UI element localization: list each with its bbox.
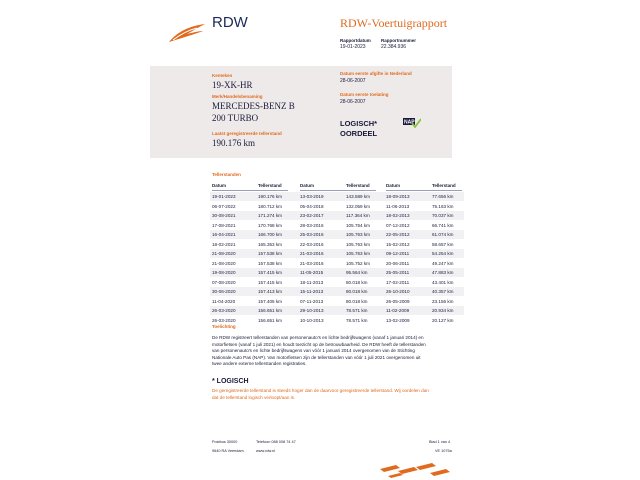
footer-postbus: Postbus 30000: [212, 440, 238, 444]
rapportdatum-label: Rapportdatum: [340, 38, 371, 43]
laatste-tellerstand-value: 190.176 km: [212, 138, 256, 148]
oordeel-line1: LOGISCH*: [340, 119, 378, 128]
laatste-tellerstand-label: Laatst geregistreerde tellerstand: [212, 131, 282, 136]
table-cell-datum: 11-04-2020: [212, 298, 236, 304]
table-row-shade: [210, 306, 464, 315]
table-cell-datum: 13-02-2009: [386, 317, 410, 323]
table-cell-datum: 21-08-2020: [212, 251, 236, 256]
decorative-stripes-icon: [380, 463, 452, 480]
footer-code: VE 1075a: [435, 449, 452, 453]
col-datum-2: Datum: [300, 183, 315, 188]
toelichting-text: [212, 335, 452, 368]
oordeel-line2: OORDEEL: [340, 129, 378, 138]
nap-check-icon: [403, 118, 421, 128]
table-cell-datum: 11-06-2013: [386, 203, 410, 209]
table-cell-datum: 22-05-2012: [386, 232, 410, 237]
table-cell-tellerstand: 171.274 km: [258, 213, 283, 218]
table-cell-tellerstand: 166.700 km: [258, 232, 283, 237]
table-cell-tellerstand: 20.127 km: [432, 317, 454, 323]
toelichting-line: motorfietsen (vanaf 1 juli 2021) en houdt toezicht op de betrouwbaarheid. De RDW heeft de tellerstanden: [212, 341, 426, 347]
table-cell-tellerstand: 165.353 km: [258, 241, 283, 247]
toelichting-line: van personenauto's en lichte bedrijfswagens van vóór 1 januari 2014 overgenomen van de Stichting: [212, 348, 415, 354]
toelichting-line: twee andere externe tellerstanden registraties.: [212, 361, 307, 367]
toelichting-line: De RDW registreert tellerstanden van personenauto's en lichte bedrijfswagens (vanaf 1 januari 2014) en: [212, 335, 424, 340]
table-cell-tellerstand: 105.763 km: [346, 251, 371, 256]
footer-plaats: 9640 RA Veendam: [212, 449, 244, 453]
table-cell-tellerstand: 157.538 km: [258, 260, 283, 266]
table-cell-datum: 19-08-2020: [212, 270, 236, 275]
table-cell-tellerstand: 157.415 km: [258, 279, 283, 285]
table-cell-datum: 23-02-2017: [300, 213, 324, 218]
table-cell-datum: 07-11-2013: [300, 298, 324, 304]
table-cell-tellerstand: 157.413 km: [258, 289, 283, 294]
table-cell-datum: 25-05-2011: [386, 270, 410, 275]
table-cell-tellerstand: 105.763 km: [346, 232, 371, 237]
col-stand-1: Tellerstand: [258, 183, 282, 188]
table-cell-datum: 25-03-2016: [300, 232, 324, 237]
toelichting-line: Nationale Auto Pas (NAP). Van motorfietsen zijn de tellerstanden van vóór 1 juli 2021 overgenomen uit: [212, 354, 421, 360]
table-cell-datum: 18-09-2013: [386, 194, 410, 199]
eerste-toelating-value: 28-06-2007: [340, 99, 366, 105]
table-cell-tellerstand: 58.657 km: [432, 241, 454, 247]
table-cell-tellerstand: 180.712 km: [258, 203, 283, 209]
table-cell-tellerstand: 77.656 km: [432, 194, 454, 199]
table-cell-datum: 15-11-2013: [300, 289, 324, 294]
table-cell-tellerstand: 61.074 km: [432, 232, 454, 237]
footer-telefoon: Telefoon 088 008 74 47: [256, 440, 296, 444]
table-cell-datum: 22-03-2016: [300, 241, 324, 247]
merk-label: Merk/Handelsbenaming: [212, 94, 263, 99]
table-cell-tellerstand: 47.883 km: [432, 270, 454, 275]
table-cell-datum: 15-02-2012: [386, 241, 410, 247]
col-datum-1: Datum: [212, 183, 227, 188]
header-rule-3: [386, 190, 462, 191]
table-cell-datum: 30-06-2020: [212, 289, 236, 294]
table-cell-tellerstand: 49.247 km: [432, 260, 454, 266]
table-cell-datum: 07-08-2020: [212, 279, 236, 285]
table-cell-datum: 21-08-2020: [212, 260, 236, 266]
table-cell-datum: 29-10-2013: [300, 308, 324, 313]
report-page: [150, 0, 456, 480]
table-cell-datum: 28-03-2016: [300, 222, 324, 228]
footer-website: www.rdw.nl: [256, 449, 275, 453]
table-cell-datum: 17-02-2011: [386, 279, 410, 285]
merk-value-line2: 200 TURBO: [212, 113, 259, 123]
rapportnummer-label: Rapportnummer: [381, 38, 417, 43]
table-cell-tellerstand: 23.156 km: [432, 298, 454, 304]
table-cell-tellerstand: 80.018 km: [346, 298, 368, 304]
table-cell-tellerstand: 156.651 km: [258, 308, 283, 313]
table-cell-tellerstand: 105.764 km: [346, 222, 371, 228]
tellerstanden-title: Tellerstanden: [212, 172, 241, 177]
table-cell-datum: 07-12-2012: [386, 222, 410, 228]
table-cell-tellerstand: 157.415 km: [258, 270, 283, 275]
table-row-shade: [210, 192, 464, 201]
brand-name: RDW: [212, 14, 248, 31]
table-cell-tellerstand: 157.538 km: [258, 251, 283, 256]
table-cell-datum: 06-07-2022: [212, 203, 236, 209]
vehicle-panel: [150, 66, 452, 158]
table-row-shade: [210, 249, 464, 258]
table-cell-datum: 17-08-2021: [212, 222, 236, 228]
table-cell-datum: 30-08-2021: [212, 213, 236, 218]
col-stand-3: Tellerstand: [432, 183, 456, 188]
kenteken-value: 19-XK-HR: [212, 80, 253, 90]
eerste-afgifte-label: Datum eerste afgifte in Nederland: [340, 71, 412, 76]
col-datum-3: Datum: [386, 183, 401, 188]
table-cell-tellerstand: 66.741 km: [432, 222, 454, 228]
table-cell-tellerstand: 132.059 km: [346, 203, 371, 209]
table-cell-tellerstand: 78.571 km: [346, 308, 368, 313]
table-cell-tellerstand: 70.037 km: [432, 213, 454, 218]
table-cell-tellerstand: 95.564 km: [346, 270, 368, 275]
table-cell-datum: 10-10-2013: [300, 317, 324, 323]
eerste-afgifte-value: 28-06-2007: [340, 78, 366, 84]
table-cell-tellerstand: 80.018 km: [346, 279, 368, 285]
table-cell-tellerstand: 105.752 km: [346, 260, 371, 266]
table-cell-datum: 21-03-2016: [300, 251, 324, 256]
table-cell-datum: 13-03-2019: [300, 194, 324, 199]
table-cell-datum: 26-03-2020: [212, 317, 236, 323]
table-cell-datum: 19-01-2023: [212, 194, 236, 199]
table-cell-tellerstand: 156.651 km: [258, 317, 283, 323]
table-cell-tellerstand: 43.401 km: [432, 279, 454, 285]
kenteken-label: Kenteken: [212, 73, 233, 78]
table-row-shade: [210, 230, 464, 239]
footer-blad: Blad 1 van 4: [429, 440, 451, 444]
table-cell-datum: 18-02-2021: [212, 241, 236, 247]
table-cell-datum: 26-03-2020: [212, 308, 236, 313]
table-row-shade: [210, 211, 464, 220]
logisch-line: dat de tellerstand logisch verloopt/aan is.: [212, 394, 296, 400]
table-cell-datum: 05-04-2018: [300, 203, 324, 209]
toelichting-title: Toelichting: [212, 324, 236, 329]
table-cell-datum: 11-05-2015: [300, 270, 324, 275]
table-cell-datum: 26-10-2010: [386, 289, 410, 294]
table-cell-datum: 18-11-2013: [300, 279, 324, 285]
table-cell-datum: 20-06-2011: [386, 260, 410, 266]
table-cell-tellerstand: 40.357 km: [432, 289, 454, 294]
eerste-toelating-label: Datum eerste toelating: [340, 92, 389, 97]
table-cell-tellerstand: 170.768 km: [258, 222, 283, 228]
col-stand-2: Tellerstand: [346, 183, 370, 188]
table-cell-tellerstand: 78.571 km: [346, 317, 368, 323]
table-cell-tellerstand: 54.254 km: [432, 251, 454, 256]
table-cell-datum: 11-02-2009: [386, 308, 410, 313]
table-cell-tellerstand: 143.589 km: [346, 194, 371, 199]
table-cell-datum: 09-12-2011: [386, 251, 410, 256]
table-cell-tellerstand: 105.763 km: [346, 241, 371, 247]
rdw-logo-icon: [167, 20, 207, 44]
table-cell-datum: 26-05-2009: [386, 298, 410, 304]
nap-label: NAP: [404, 119, 415, 126]
table-cell-datum: 21-03-2016: [300, 260, 324, 266]
table-row-shade: [210, 287, 464, 296]
rapportnummer-value: 22.384.936: [381, 44, 407, 50]
table-cell-tellerstand: 75.163 km: [432, 203, 454, 209]
logisch-line: De geregistreerde tellerstand is steeds hoger dan de daarvoor geregistreerde tellerstand. Wij oordelen dan: [212, 388, 429, 393]
rapportdatum-value: 19-01-2023: [340, 44, 366, 50]
logisch-title: * LOGISCH: [212, 378, 249, 385]
table-cell-tellerstand: 117.364 km: [346, 213, 370, 218]
table-cell-datum: 18-02-2013: [386, 213, 410, 218]
logisch-text: [212, 388, 452, 401]
table-cell-datum: 16-04-2021: [212, 232, 236, 237]
table-cell-tellerstand: 80.018 km: [346, 289, 368, 294]
table-cell-tellerstand: 157.405 km: [258, 298, 283, 304]
merk-value-line1: MERCEDES-BENZ B: [212, 101, 295, 111]
header-rule-1: [212, 190, 288, 191]
header-rule-2: [300, 190, 376, 191]
table-cell-tellerstand: 190.176 km: [258, 194, 283, 199]
report-title: RDW-Voertuigrapport: [340, 16, 448, 30]
table-cell-tellerstand: 20.934 km: [432, 308, 454, 313]
table-row-shade: [210, 268, 464, 277]
